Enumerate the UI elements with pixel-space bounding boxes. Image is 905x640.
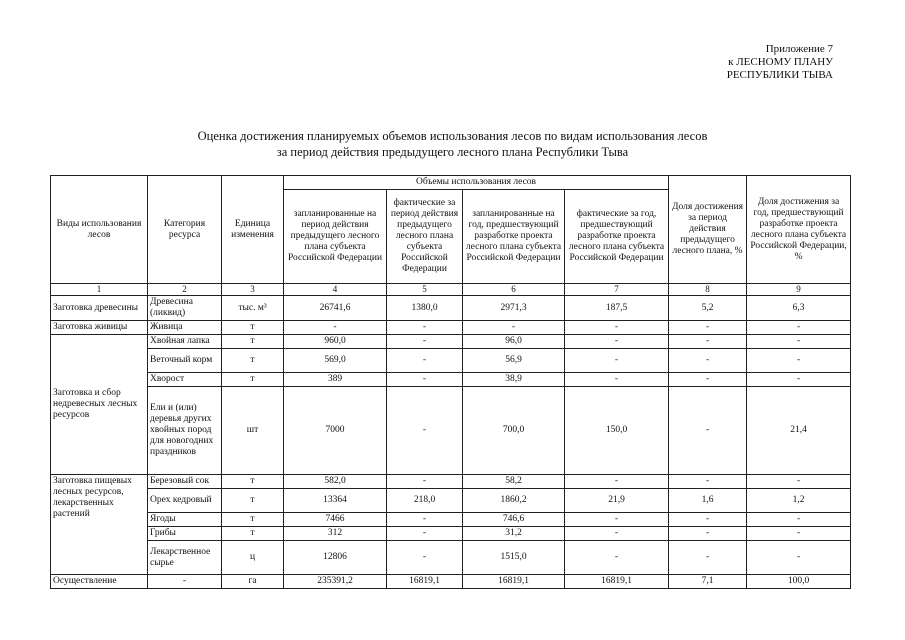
header-c5: фактические за период действия предыдущего лесного плана субъекта Российской Федерации: [387, 190, 463, 284]
header-c7: фактические за год, предшествующий разработке проекта лесного плана субъекта Российской Федерации: [565, 190, 669, 284]
table-row: [51, 373, 851, 387]
category-cell: Орех кедровый: [148, 489, 222, 513]
table-row: [51, 321, 851, 335]
value-cell: 7,1: [669, 575, 747, 589]
table-row: [51, 541, 851, 575]
forest-use-table: [50, 175, 851, 589]
value-cell: 26741,6: [284, 296, 387, 321]
value-cell: 569,0: [284, 349, 387, 373]
header-unit: Единица изменения: [222, 176, 284, 284]
category-cell: Лекарственное сырье: [148, 541, 222, 575]
value-cell: -: [669, 387, 747, 475]
col-number: 4: [284, 284, 387, 296]
header-c9: Доля достижения за год, предшествующий разработке проекта лесного плана субъекта Российской Федерации, %: [747, 176, 851, 284]
value-cell: -: [747, 527, 851, 541]
value-cell: -: [669, 541, 747, 575]
table-row: [51, 296, 851, 321]
value-cell: 235391,2: [284, 575, 387, 589]
category-cell: Ягоды: [148, 513, 222, 527]
col-number: 8: [669, 284, 747, 296]
appendix-line-1: Приложение 7: [765, 43, 833, 55]
value-cell: 6,3: [747, 296, 851, 321]
value-cell: -: [387, 541, 463, 575]
value-cell: -: [387, 373, 463, 387]
value-cell: 13364: [284, 489, 387, 513]
value-cell: 58,2: [463, 475, 565, 489]
value-cell: 21,4: [747, 387, 851, 475]
value-cell: -: [387, 475, 463, 489]
unit-cell: т: [222, 475, 284, 489]
col-number: 1: [51, 284, 148, 296]
value-cell: -: [565, 475, 669, 489]
table-row: [51, 335, 851, 349]
value-cell: 187,5: [565, 296, 669, 321]
group-label: Заготовка древесины: [51, 296, 148, 321]
header-c6: запланированные на год, предшествующий разработке проекта лесного плана субъекта Российской Федерации: [463, 190, 565, 284]
unit-cell: га: [222, 575, 284, 589]
table-row: [51, 489, 851, 513]
value-cell: 16819,1: [565, 575, 669, 589]
value-cell: 389: [284, 373, 387, 387]
col-number: 2: [148, 284, 222, 296]
category-cell: Ели и (или) деревья других хвойных пород для новогодних праздников: [148, 387, 222, 475]
table-row: [51, 387, 851, 475]
value-cell: 1,6: [669, 489, 747, 513]
value-cell: 38,9: [463, 373, 565, 387]
appendix-line-3: РЕСПУБЛИКИ ТЫВА: [726, 69, 833, 81]
value-cell: -: [747, 349, 851, 373]
category-cell: -: [148, 575, 222, 589]
value-cell: 312: [284, 527, 387, 541]
value-cell: 1,2: [747, 489, 851, 513]
value-cell: 12806: [284, 541, 387, 575]
unit-cell: т: [222, 373, 284, 387]
value-cell: -: [387, 527, 463, 541]
category-cell: Грибы: [148, 527, 222, 541]
unit-cell: т: [222, 489, 284, 513]
value-cell: -: [565, 335, 669, 349]
header-volumes: Объемы использования лесов: [284, 176, 669, 190]
col-number: 6: [463, 284, 565, 296]
value-cell: -: [669, 475, 747, 489]
value-cell: -: [387, 335, 463, 349]
value-cell: 5,2: [669, 296, 747, 321]
header-c4: запланированные на период действия предыдущего лесного плана субъекта Российской Федерации: [284, 190, 387, 284]
value-cell: 31,2: [463, 527, 565, 541]
col-number: 3: [222, 284, 284, 296]
category-cell: Березовый сок: [148, 475, 222, 489]
category-cell: Живица: [148, 321, 222, 335]
value-cell: 7000: [284, 387, 387, 475]
value-cell: 7466: [284, 513, 387, 527]
value-cell: -: [565, 541, 669, 575]
document-title-line-1: Оценка достижения планируемых объемов использования лесов по видам использования лесов: [197, 129, 708, 143]
group-label: Заготовка пищевых лесных ресурсов, лекарственных растений: [51, 475, 148, 575]
value-cell: -: [565, 321, 669, 335]
value-cell: -: [747, 321, 851, 335]
value-cell: -: [747, 373, 851, 387]
group-label: Заготовка живицы: [51, 321, 148, 335]
value-cell: -: [387, 349, 463, 373]
value-cell: -: [669, 335, 747, 349]
value-cell: 150,0: [565, 387, 669, 475]
value-cell: 582,0: [284, 475, 387, 489]
value-cell: -: [565, 513, 669, 527]
table-row: [51, 349, 851, 373]
value-cell: 96,0: [463, 335, 565, 349]
value-cell: 1860,2: [463, 489, 565, 513]
unit-cell: т: [222, 527, 284, 541]
value-cell: 700,0: [463, 387, 565, 475]
header-c8: Доля достижения за период действия предыдущего лесного плана, %: [669, 176, 747, 284]
unit-cell: тыс. м³: [222, 296, 284, 321]
value-cell: -: [463, 321, 565, 335]
value-cell: -: [387, 513, 463, 527]
value-cell: -: [387, 321, 463, 335]
category-cell: Древесина (ликвид): [148, 296, 222, 321]
unit-cell: шт: [222, 387, 284, 475]
unit-cell: т: [222, 321, 284, 335]
category-cell: Веточный корм: [148, 349, 222, 373]
value-cell: -: [565, 527, 669, 541]
value-cell: 56,9: [463, 349, 565, 373]
header-category: Категория ресурса: [148, 176, 222, 284]
value-cell: -: [669, 373, 747, 387]
table-row: [51, 527, 851, 541]
unit-cell: т: [222, 513, 284, 527]
value-cell: -: [669, 349, 747, 373]
value-cell: 21,9: [565, 489, 669, 513]
value-cell: -: [747, 513, 851, 527]
value-cell: -: [747, 475, 851, 489]
value-cell: -: [669, 527, 747, 541]
appendix-header: [727, 43, 833, 82]
category-cell: Хворост: [148, 373, 222, 387]
value-cell: -: [669, 513, 747, 527]
value-cell: 16819,1: [463, 575, 565, 589]
value-cell: 960,0: [284, 335, 387, 349]
group-label: Заготовка и сбор недревесных лесных ресурсов: [51, 335, 148, 475]
appendix-line-2: к ЛЕСНОМУ ПЛАНУ: [728, 56, 833, 68]
value-cell: 1380,0: [387, 296, 463, 321]
value-cell: 746,6: [463, 513, 565, 527]
table-row: [51, 575, 851, 589]
table-row: [51, 513, 851, 527]
category-cell: Хвойная лапка: [148, 335, 222, 349]
value-cell: -: [284, 321, 387, 335]
col-number: 9: [747, 284, 851, 296]
col-number: 5: [387, 284, 463, 296]
unit-cell: ц: [222, 541, 284, 575]
value-cell: 16819,1: [387, 575, 463, 589]
value-cell: 218,0: [387, 489, 463, 513]
unit-cell: т: [222, 349, 284, 373]
value-cell: -: [747, 335, 851, 349]
value-cell: 2971,3: [463, 296, 565, 321]
value-cell: -: [387, 387, 463, 475]
col-number: 7: [565, 284, 669, 296]
unit-cell: т: [222, 335, 284, 349]
value-cell: -: [565, 349, 669, 373]
value-cell: 1515,0: [463, 541, 565, 575]
document-title-line-2: за период действия предыдущего лесного плана Республики Тыва: [276, 145, 629, 159]
value-cell: 100,0: [747, 575, 851, 589]
value-cell: -: [669, 321, 747, 335]
table-row: [51, 475, 851, 489]
header-kind: Виды использования лесов: [51, 176, 148, 284]
value-cell: -: [747, 541, 851, 575]
value-cell: -: [565, 373, 669, 387]
group-label: Осуществление: [51, 575, 148, 589]
